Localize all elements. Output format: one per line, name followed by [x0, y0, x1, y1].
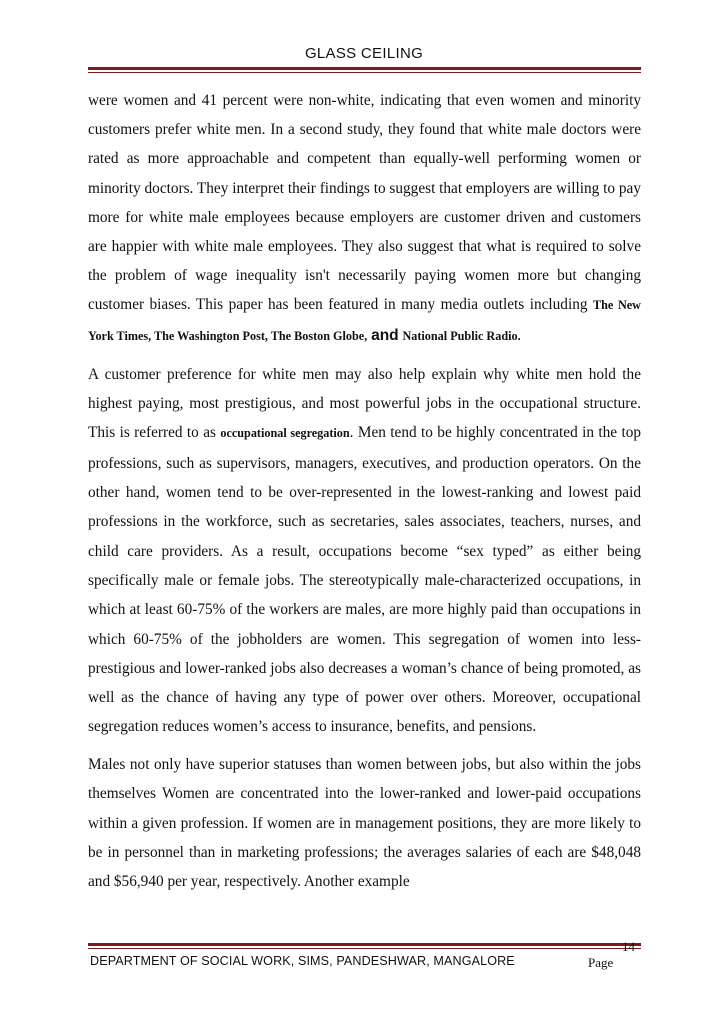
paragraph-3 [88, 750, 641, 897]
paragraph-2 [88, 360, 641, 742]
body-text [88, 86, 641, 897]
paragraph-2-lead: A customer preference for white men may also help explain why white men hold the highest paying, most prestigious, and most powerful jobs in the occupational structure. This is referred to as [88, 365, 641, 442]
media-outlets-1: The New York Times, The Washington Post, The Boston Globe, [88, 298, 641, 343]
footer-rule-thin [88, 948, 641, 949]
header-rule-thin [88, 72, 641, 73]
paragraph-1 [88, 86, 641, 351]
footer-page-label: Page [588, 955, 614, 970]
term-occupational-segregation: occupational segregation [220, 426, 350, 441]
paragraph-2-rest: . Men tend to be highly concentrated in the top professions, such as supervisors, managers, executives, and production operators. On the other hand, women tend to be over-represented in the lowest-ranking and lowest paid professions in the workforce, such as secretaries, sales associates, teachers, nurses, and child care providers. As a result, occupations become “sex typed” as either being specifically male or female jobs. The stereotypically male-characterized occupations, in which at least 60-75% of the workers are males, are more highly paid than occupations in which 60-75% of the jobholders are women. This segregation of women into less-prestigious and lower-ranked jobs also decreases a woman’s chance of being promoted, as well as the chance of having any type of power over others. Moreover, occupational segregation reduces women’s access to insurance, benefits, and pensions. [88, 424, 641, 736]
conjunction-and: and [371, 326, 399, 344]
footer-rule-thick [88, 943, 641, 946]
footer-page-number: 14 [622, 939, 635, 954]
media-outlets-2: National Public Radio. [402, 328, 521, 343]
paragraph-3-text: Males not only have superior statuses than women between jobs, but also within the jobs themselves Women are concentrated into the lower-ranked and lower-paid occupations within a given profession. If women are in management positions, they are more likely to be in personnel than in marketing professions; the averages salaries of each are $48,048 and $56,940 per year, respectively. Another example [88, 755, 641, 891]
running-header-title: GLASS CEILING [304, 45, 424, 62]
paragraph-1-text: were women and 41 percent were non-white, indicating that even women and minority customers prefer white men. In a second study, they found that white male doctors were rated as more approachable and competent than equally-well performing women or minority doctors. They interpret their findings to suggest that employers are willing to pay more for white male employees because employers are customer driven and customers are happier with white male employees. They also suggest that what is required to solve the problem of wage inequality isn't necessarily paying women more but changing customer biases. This paper has been featured in many media outlets including [88, 92, 641, 314]
header-rule-thick [88, 67, 641, 70]
footer-department: DEPARTMENT OF SOCIAL WORK, SIMS, PANDESHWAR, MANGALORE [90, 954, 515, 968]
